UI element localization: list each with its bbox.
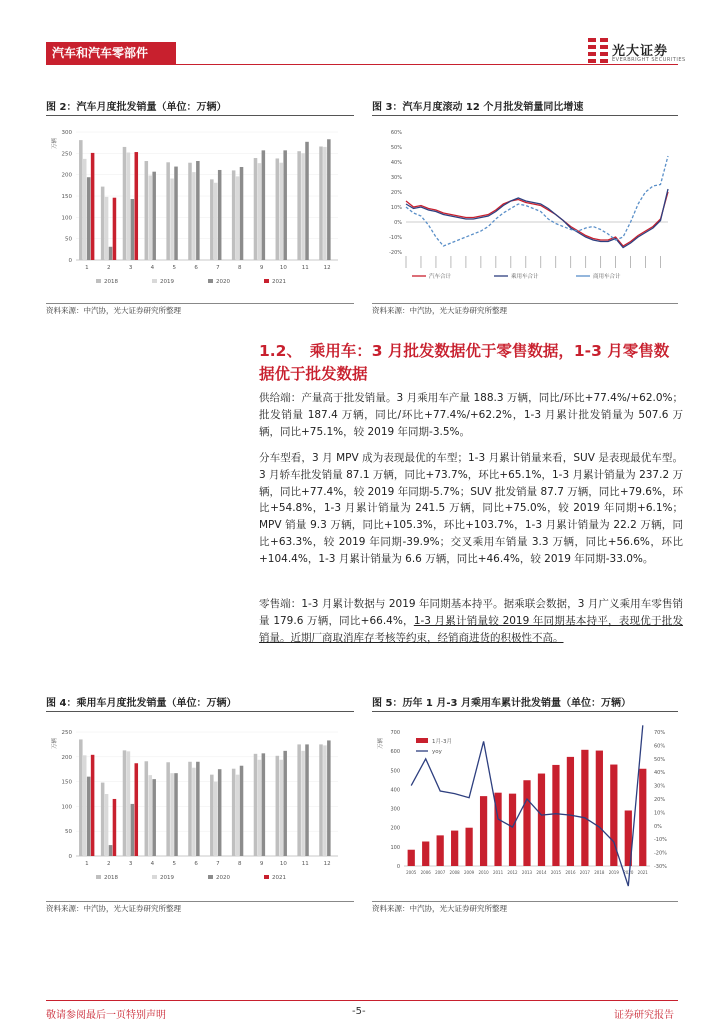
fig5-xtick: 2012 xyxy=(507,870,518,875)
fig4-legend-label: 2021 xyxy=(272,875,286,881)
fig2-bar-2018-5 xyxy=(166,162,170,260)
fig4-bar-2020-11 xyxy=(305,744,309,856)
fig2-bar-2020-3 xyxy=(131,199,135,260)
fig4-xtick: 10 xyxy=(279,861,287,867)
fig2-ytick: 100 xyxy=(61,215,72,222)
fig2-bar-2019-9 xyxy=(258,163,262,260)
fig4-bar-2021-1 xyxy=(91,755,95,856)
fig2-ytick: 150 xyxy=(61,194,72,200)
fig4-legend-label: 2019 xyxy=(160,875,174,881)
fig5-ytick: 500 xyxy=(390,768,400,775)
fig4-bar-2019-1 xyxy=(83,755,87,856)
fig4-ylabel: 万辆 xyxy=(52,738,58,750)
fig5-bottom-rule xyxy=(372,901,678,902)
fig2-bar-2018-12 xyxy=(319,147,323,260)
fig2-bar-2021-1 xyxy=(91,153,95,260)
fig4-bar-2018-7 xyxy=(210,775,214,856)
fig5-xtick: 2021 xyxy=(637,870,648,875)
fig3-legend-label: 乘用车合计 xyxy=(511,274,539,280)
fig3-source: 资料来源：中汽协，光大证券研究所整理 xyxy=(372,306,507,315)
fig2-bar-2020-10 xyxy=(283,150,287,260)
fig3-xtick xyxy=(570,256,571,268)
fig2-xtick: 4 xyxy=(150,265,155,271)
fig5-y2tick: 0% xyxy=(654,823,662,830)
fig2-bar-2018-9 xyxy=(254,158,258,260)
fig5-ytick: 300 xyxy=(390,806,400,813)
fig2-bar-2020-4 xyxy=(152,172,156,260)
fig2-bar-2020-6 xyxy=(196,161,200,260)
footer-rule xyxy=(46,1000,678,1001)
fig5-legend-label: yoy xyxy=(432,749,442,755)
fig4-ytick: 250 xyxy=(61,730,72,736)
fig5-ytick: 100 xyxy=(390,844,400,851)
fig5-ytick: 700 xyxy=(390,730,400,736)
fig4-xtick: 8 xyxy=(238,861,242,867)
fig4-bar-2019-12 xyxy=(323,745,327,856)
fig4-legend-swatch xyxy=(208,875,213,879)
fig5-bar-2018 xyxy=(596,751,603,866)
fig3-ytick: 10% xyxy=(390,205,402,211)
fig5-y2tick: -10% xyxy=(654,837,667,844)
fig2-bar-2018-1 xyxy=(79,140,83,260)
fig2-ytick: 250 xyxy=(61,151,72,158)
fig3-chart xyxy=(372,122,678,300)
fig2-ytick: 50 xyxy=(65,236,72,243)
fig2-ytick: 0 xyxy=(68,258,72,264)
fig2-bar-2020-7 xyxy=(218,170,222,260)
fig3-ytick: 50% xyxy=(390,145,402,151)
fig5-y2tick: 60% xyxy=(654,743,666,750)
fig2-bar-2019-1 xyxy=(83,159,87,260)
fig2-bar-2019-2 xyxy=(105,197,109,260)
fig5-xtick: 2010 xyxy=(478,870,489,875)
paragraph-vehicle-types: 分车型看，3 月 MPV 成为表现最优的车型；1-3 月累计销量来看，SUV 是表现最优车型。3 月轿车批发销量 87.1 万辆，同比+73.7%，环比+65.1%，1-3 月累计销量为 237.2 万辆，同比+77.4%，较 2019 年同期-5.7%；SUV 批发销量 87.7 万辆，同比+79.6%，环比+54.8%，1-3 月累计销量为 241.5 万辆，同比+75.0%，较 2019 年同期+6.1%；MPV 销量 9.3 万辆，同比+105.3%，环比+103.7%，1-3 月累计销量为 22.2 万辆，同比+63.3%，较 2019 年同期-39.9%；交叉乘用车销量 3.3 万辆，同比+56.6%，环比+104.4%，1-3 月累计销量为 6.6 万辆，同比+46.4%，较 2019 年同期-33.0%。 xyxy=(259,452,683,565)
fig5-bar-2012 xyxy=(509,794,516,866)
fig4-ytick: 0 xyxy=(68,854,72,860)
fig2-bar-2019-4 xyxy=(148,176,152,260)
fig4-bar-2020-7 xyxy=(218,769,222,856)
fig5-bar-2014 xyxy=(538,774,545,866)
fig5-xtick: 2007 xyxy=(435,870,446,875)
fig2-bar-2020-8 xyxy=(240,167,244,260)
fig2-rule xyxy=(46,115,354,116)
fig4-bar-2018-11 xyxy=(297,744,301,856)
fig2-bar-2020-2 xyxy=(109,247,113,260)
fig4-legend-swatch xyxy=(152,875,157,879)
fig2-legend-label: 2021 xyxy=(272,279,286,285)
fig4-chart xyxy=(46,718,346,898)
fig5-xtick: 2013 xyxy=(521,870,533,875)
fig2-bar-2020-9 xyxy=(262,150,266,260)
fig5-xtick: 2005 xyxy=(406,870,417,875)
fig2-legend-label: 2020 xyxy=(216,279,230,285)
fig5-bar-2008 xyxy=(451,831,458,866)
fig2-xtick: 12 xyxy=(323,265,331,271)
fig5-xtick: 2020 xyxy=(623,870,634,875)
fig2-bottom-rule xyxy=(46,303,354,304)
fig3-xtick xyxy=(480,256,481,268)
fig3-xtick xyxy=(436,256,437,268)
fig5-y2tick: 30% xyxy=(654,783,666,790)
fig5-xtick: 2015 xyxy=(550,870,562,875)
fig4-bar-2020-3 xyxy=(131,804,135,856)
fig4-bar-2019-10 xyxy=(279,760,283,856)
logo-text: 光大证券 xyxy=(612,44,669,59)
fig4-xtick: 2 xyxy=(107,861,111,867)
fig4-bar-2019-6 xyxy=(192,768,196,856)
fig4-bar-2020-1 xyxy=(87,777,91,856)
paragraph-supply: 供给端：产量高于批发销量。3 月乘用车产量 188.3 万辆，同比/环比+77.4%/+62.0%；批发销量 187.4 万辆，同比/环比+77.4%/+62.2%，1-3 月累计批发销量为 507.6 万辆，同比+75.1%，较 2019 年同期-3.5%。 xyxy=(259,392,683,438)
fig4-legend-swatch xyxy=(96,875,101,879)
fig2-bar-2020-11 xyxy=(305,142,309,260)
fig2-legend-swatch xyxy=(96,279,101,283)
fig3-xtick xyxy=(510,256,511,268)
fig3-bottom-rule xyxy=(372,303,678,304)
fig4-legend-label: 2018 xyxy=(104,875,118,881)
fig2-bar-2019-11 xyxy=(301,153,305,260)
fig5-y2tick: 20% xyxy=(654,797,666,803)
fig4-bar-2020-6 xyxy=(196,762,200,856)
fig4-bar-2018-12 xyxy=(319,744,323,856)
fig4-legend-label: 2020 xyxy=(216,875,230,881)
fig2-bar-2021-3 xyxy=(135,152,139,260)
page-number: -5- xyxy=(352,1006,366,1017)
fig2-legend-label: 2018 xyxy=(104,279,118,285)
fig2-xtick: 9 xyxy=(259,265,264,271)
fig5-bar-2009 xyxy=(466,828,473,866)
fig2-xtick: 11 xyxy=(301,265,309,271)
fig3-title: 图 3：汽车月度滚动 12 个月批发销量同比增速 xyxy=(372,102,584,113)
fig3-xtick xyxy=(555,256,556,268)
fig3-ytick: 30% xyxy=(390,175,402,181)
brand-logo xyxy=(588,38,688,68)
fig3-xtick xyxy=(465,256,466,268)
fig2-bar-2018-11 xyxy=(297,151,301,260)
fig4-bar-2019-8 xyxy=(236,775,240,856)
fig3-line-乘用车合计 xyxy=(406,189,668,248)
footer-disclaimer: 敬请参阅最后一页特别声明 xyxy=(46,1010,166,1021)
paragraph-retail-highlight: 1-3 月累计销量较 2019 年同期基本持平，表现优于批发销量。近期厂商取消库存考核等约束，经销商进货的积极性不高。 xyxy=(259,614,684,644)
fig4-bar-2020-2 xyxy=(109,845,113,856)
fig4-bottom-rule xyxy=(46,901,354,902)
fig3-ytick: 60% xyxy=(390,130,402,136)
fig2-bar-2018-10 xyxy=(276,158,280,260)
fig4-rule xyxy=(46,711,354,712)
fig5-xtick: 2011 xyxy=(492,870,504,875)
footer-report-type: 证券研究报告 xyxy=(614,1010,674,1021)
fig4-bar-2019-11 xyxy=(301,751,305,856)
fig4-legend-swatch xyxy=(264,875,269,879)
fig3-xtick xyxy=(630,256,631,268)
fig4-xtick: 7 xyxy=(216,861,220,867)
fig2-bar-2019-8 xyxy=(236,176,240,260)
fig2-ytick: 200 xyxy=(61,172,72,179)
fig5-title: 图 5：历年 1 月-3 月乘用车累计批发销量（单位：万辆） xyxy=(372,698,631,709)
fig4-bar-2020-9 xyxy=(262,753,266,856)
fig2-legend-label: 2019 xyxy=(160,279,174,285)
fig5-xtick: 2019 xyxy=(608,870,619,875)
fig4-xtick: 4 xyxy=(150,861,155,867)
fig3-xtick xyxy=(660,256,661,268)
fig5-bar-2017 xyxy=(581,750,588,866)
fig2-xtick: 5 xyxy=(172,265,176,271)
fig4-title: 图 4：乘用车月度批发销量（单位：万辆） xyxy=(46,698,237,709)
fig3-xtick xyxy=(615,256,616,268)
fig4-bar-2021-2 xyxy=(113,799,117,856)
logo-mark-icon xyxy=(588,38,608,64)
fig5-xtick: 2009 xyxy=(464,870,475,875)
fig3-ytick: -10% xyxy=(389,235,402,241)
fig5-bar-2007 xyxy=(437,835,444,866)
fig4-bar-2019-4 xyxy=(148,775,152,856)
fig4-xtick: 11 xyxy=(301,861,309,867)
fig2-legend-swatch xyxy=(208,279,213,283)
paragraph-retail xyxy=(259,596,683,646)
fig2-ytick: 300 xyxy=(61,130,72,136)
fig2-xtick: 8 xyxy=(238,265,242,271)
fig5-y2tick: 40% xyxy=(654,770,666,777)
fig2-bar-2019-10 xyxy=(279,163,283,260)
fig4-xtick: 6 xyxy=(194,861,198,867)
fig4-bar-2020-5 xyxy=(174,773,178,856)
fig4-bar-2018-5 xyxy=(166,762,170,856)
fig5-bar-2010 xyxy=(480,796,487,866)
fig4-bar-2019-7 xyxy=(214,782,218,856)
fig3-rule xyxy=(372,115,678,116)
fig2-bar-2020-1 xyxy=(87,177,91,260)
fig2-title: 图 2：汽车月度批发销量（单位：万辆） xyxy=(46,102,227,113)
fig5-bar-2013 xyxy=(523,780,530,866)
fig4-xtick: 5 xyxy=(172,861,176,867)
fig4-bar-2020-10 xyxy=(283,751,287,856)
fig4-bar-2019-3 xyxy=(127,751,131,856)
fig5-xtick: 2008 xyxy=(449,870,460,875)
fig2-chart xyxy=(46,122,346,300)
fig3-line-汽车合计 xyxy=(406,192,668,246)
fig5-legend-label: 1月-3月 xyxy=(432,739,452,745)
fig2-bar-2018-7 xyxy=(210,179,214,260)
fig2-bar-2020-5 xyxy=(174,167,178,260)
fig4-bar-2018-10 xyxy=(276,756,280,856)
fig5-chart xyxy=(372,718,678,898)
fig2-bar-2018-3 xyxy=(123,147,127,260)
fig2-bar-2019-7 xyxy=(214,183,218,260)
fig4-ytick: 200 xyxy=(61,754,72,761)
fig5-y2tick: -20% xyxy=(654,850,667,857)
section-heading: 1.2、 乘用车：3 月批发数据优于零售数据，1-3 月零售数据优于批发数据 xyxy=(259,342,670,383)
fig4-xtick: 1 xyxy=(85,861,89,867)
fig4-bar-2021-3 xyxy=(135,763,139,856)
fig5-y2tick: 10% xyxy=(654,810,666,817)
fig4-bar-2019-9 xyxy=(258,760,262,856)
fig2-xtick: 6 xyxy=(194,265,198,271)
fig3-ytick: 20% xyxy=(390,190,402,196)
fig4-xtick: 12 xyxy=(323,861,331,867)
fig3-xtick xyxy=(451,256,452,268)
fig5-xtick: 2017 xyxy=(579,870,590,875)
fig3-xtick xyxy=(495,256,496,268)
fig2-bar-2018-4 xyxy=(145,161,149,260)
fig5-bar-2006 xyxy=(422,841,429,866)
fig2-xtick: 10 xyxy=(279,265,287,271)
fig5-ytick: 200 xyxy=(390,825,400,832)
fig5-bar-2016 xyxy=(567,757,574,866)
fig3-xtick xyxy=(406,256,407,268)
fig3-xtick xyxy=(645,256,646,268)
fig5-ylabel: 万辆 xyxy=(378,738,384,750)
fig4-ytick: 150 xyxy=(61,779,72,786)
fig4-ytick: 100 xyxy=(61,804,72,811)
fig2-bar-2019-3 xyxy=(127,152,131,260)
fig2-legend-swatch xyxy=(264,279,269,283)
fig2-xtick: 1 xyxy=(85,265,89,271)
fig2-bar-2021-2 xyxy=(113,198,117,260)
fig4-bar-2018-4 xyxy=(145,761,149,856)
fig5-source: 资料来源：中汽协，光大证券研究所整理 xyxy=(372,904,507,913)
fig5-y2tick: 50% xyxy=(654,756,666,763)
fig4-xtick: 9 xyxy=(259,861,264,867)
fig5-xtick: 2006 xyxy=(420,870,431,875)
fig5-bar-2005 xyxy=(408,850,415,866)
header-rule xyxy=(46,64,678,65)
fig3-xtick xyxy=(421,256,422,268)
fig5-xtick: 2018 xyxy=(594,870,605,875)
fig4-bar-2019-2 xyxy=(105,794,109,856)
fig4-source: 资料来源：中汽协，光大证券研究所整理 xyxy=(46,904,181,913)
fig2-legend-swatch xyxy=(152,279,157,283)
fig2-bar-2019-5 xyxy=(170,179,174,260)
fig3-line-商用车合计 xyxy=(406,156,668,246)
fig4-bar-2019-5 xyxy=(170,773,174,856)
fig3-ytick: 40% xyxy=(390,160,402,166)
fig5-y2tick: 70% xyxy=(654,730,666,736)
fig3-ytick: -20% xyxy=(389,250,402,256)
fig2-bar-2018-8 xyxy=(232,170,236,260)
fig3-xtick xyxy=(540,256,541,268)
fig4-bar-2020-12 xyxy=(327,740,331,856)
fig4-bar-2018-2 xyxy=(101,783,105,856)
fig2-xtick: 7 xyxy=(216,265,220,271)
fig4-bar-2018-8 xyxy=(232,769,236,856)
fig4-bar-2018-6 xyxy=(188,762,192,856)
fig2-bar-2018-2 xyxy=(101,187,105,260)
fig3-xtick xyxy=(600,256,601,268)
fig5-ytick: 600 xyxy=(390,749,400,756)
fig5-xtick: 2014 xyxy=(536,870,547,875)
fig2-xtick: 3 xyxy=(128,265,133,271)
fig4-bar-2018-1 xyxy=(79,739,83,856)
fig4-bar-2018-3 xyxy=(123,750,127,856)
fig2-bar-2020-12 xyxy=(327,139,331,260)
fig5-ytick: 0 xyxy=(396,864,400,870)
section-tag: 汽车和汽车零部件 xyxy=(46,42,176,64)
fig3-legend-label: 商用车合计 xyxy=(593,274,621,280)
fig3-xtick xyxy=(525,256,526,268)
fig2-bar-2019-6 xyxy=(192,172,196,260)
fig4-ytick: 50 xyxy=(65,829,72,836)
fig2-xtick: 2 xyxy=(107,265,111,271)
paragraph-retail-text: 零售端：1-3 月累计数据与 2019 年同期基本持平。据乘联会数据，3 月广义乘用车零售销量 179.6 万辆，同比+66.4%， xyxy=(259,598,683,627)
fig3-xtick xyxy=(585,256,586,268)
fig5-bar-2015 xyxy=(552,765,559,866)
fig5-legend-swatch xyxy=(416,738,428,743)
fig2-bar-2018-6 xyxy=(188,163,192,260)
fig5-rule xyxy=(372,711,678,712)
fig2-bar-2019-12 xyxy=(323,147,327,260)
fig5-xtick: 2016 xyxy=(565,870,576,875)
fig4-bar-2020-8 xyxy=(240,766,244,856)
fig4-xtick: 3 xyxy=(128,861,133,867)
fig4-bar-2020-4 xyxy=(152,779,156,856)
fig3-legend-label: 汽车合计 xyxy=(429,274,452,280)
fig4-bar-2018-9 xyxy=(254,754,258,856)
fig2-ylabel: 万辆 xyxy=(52,138,58,150)
fig5-y2tick: -30% xyxy=(654,864,667,870)
fig5-bar-2021 xyxy=(639,769,646,866)
fig5-ytick: 400 xyxy=(390,787,400,794)
fig2-source: 资料来源：中汽协，光大证券研究所整理 xyxy=(46,306,181,315)
logo-subtext: EVERBRIGHT SECURITIES xyxy=(612,57,686,63)
fig3-ytick: 0% xyxy=(394,220,402,226)
